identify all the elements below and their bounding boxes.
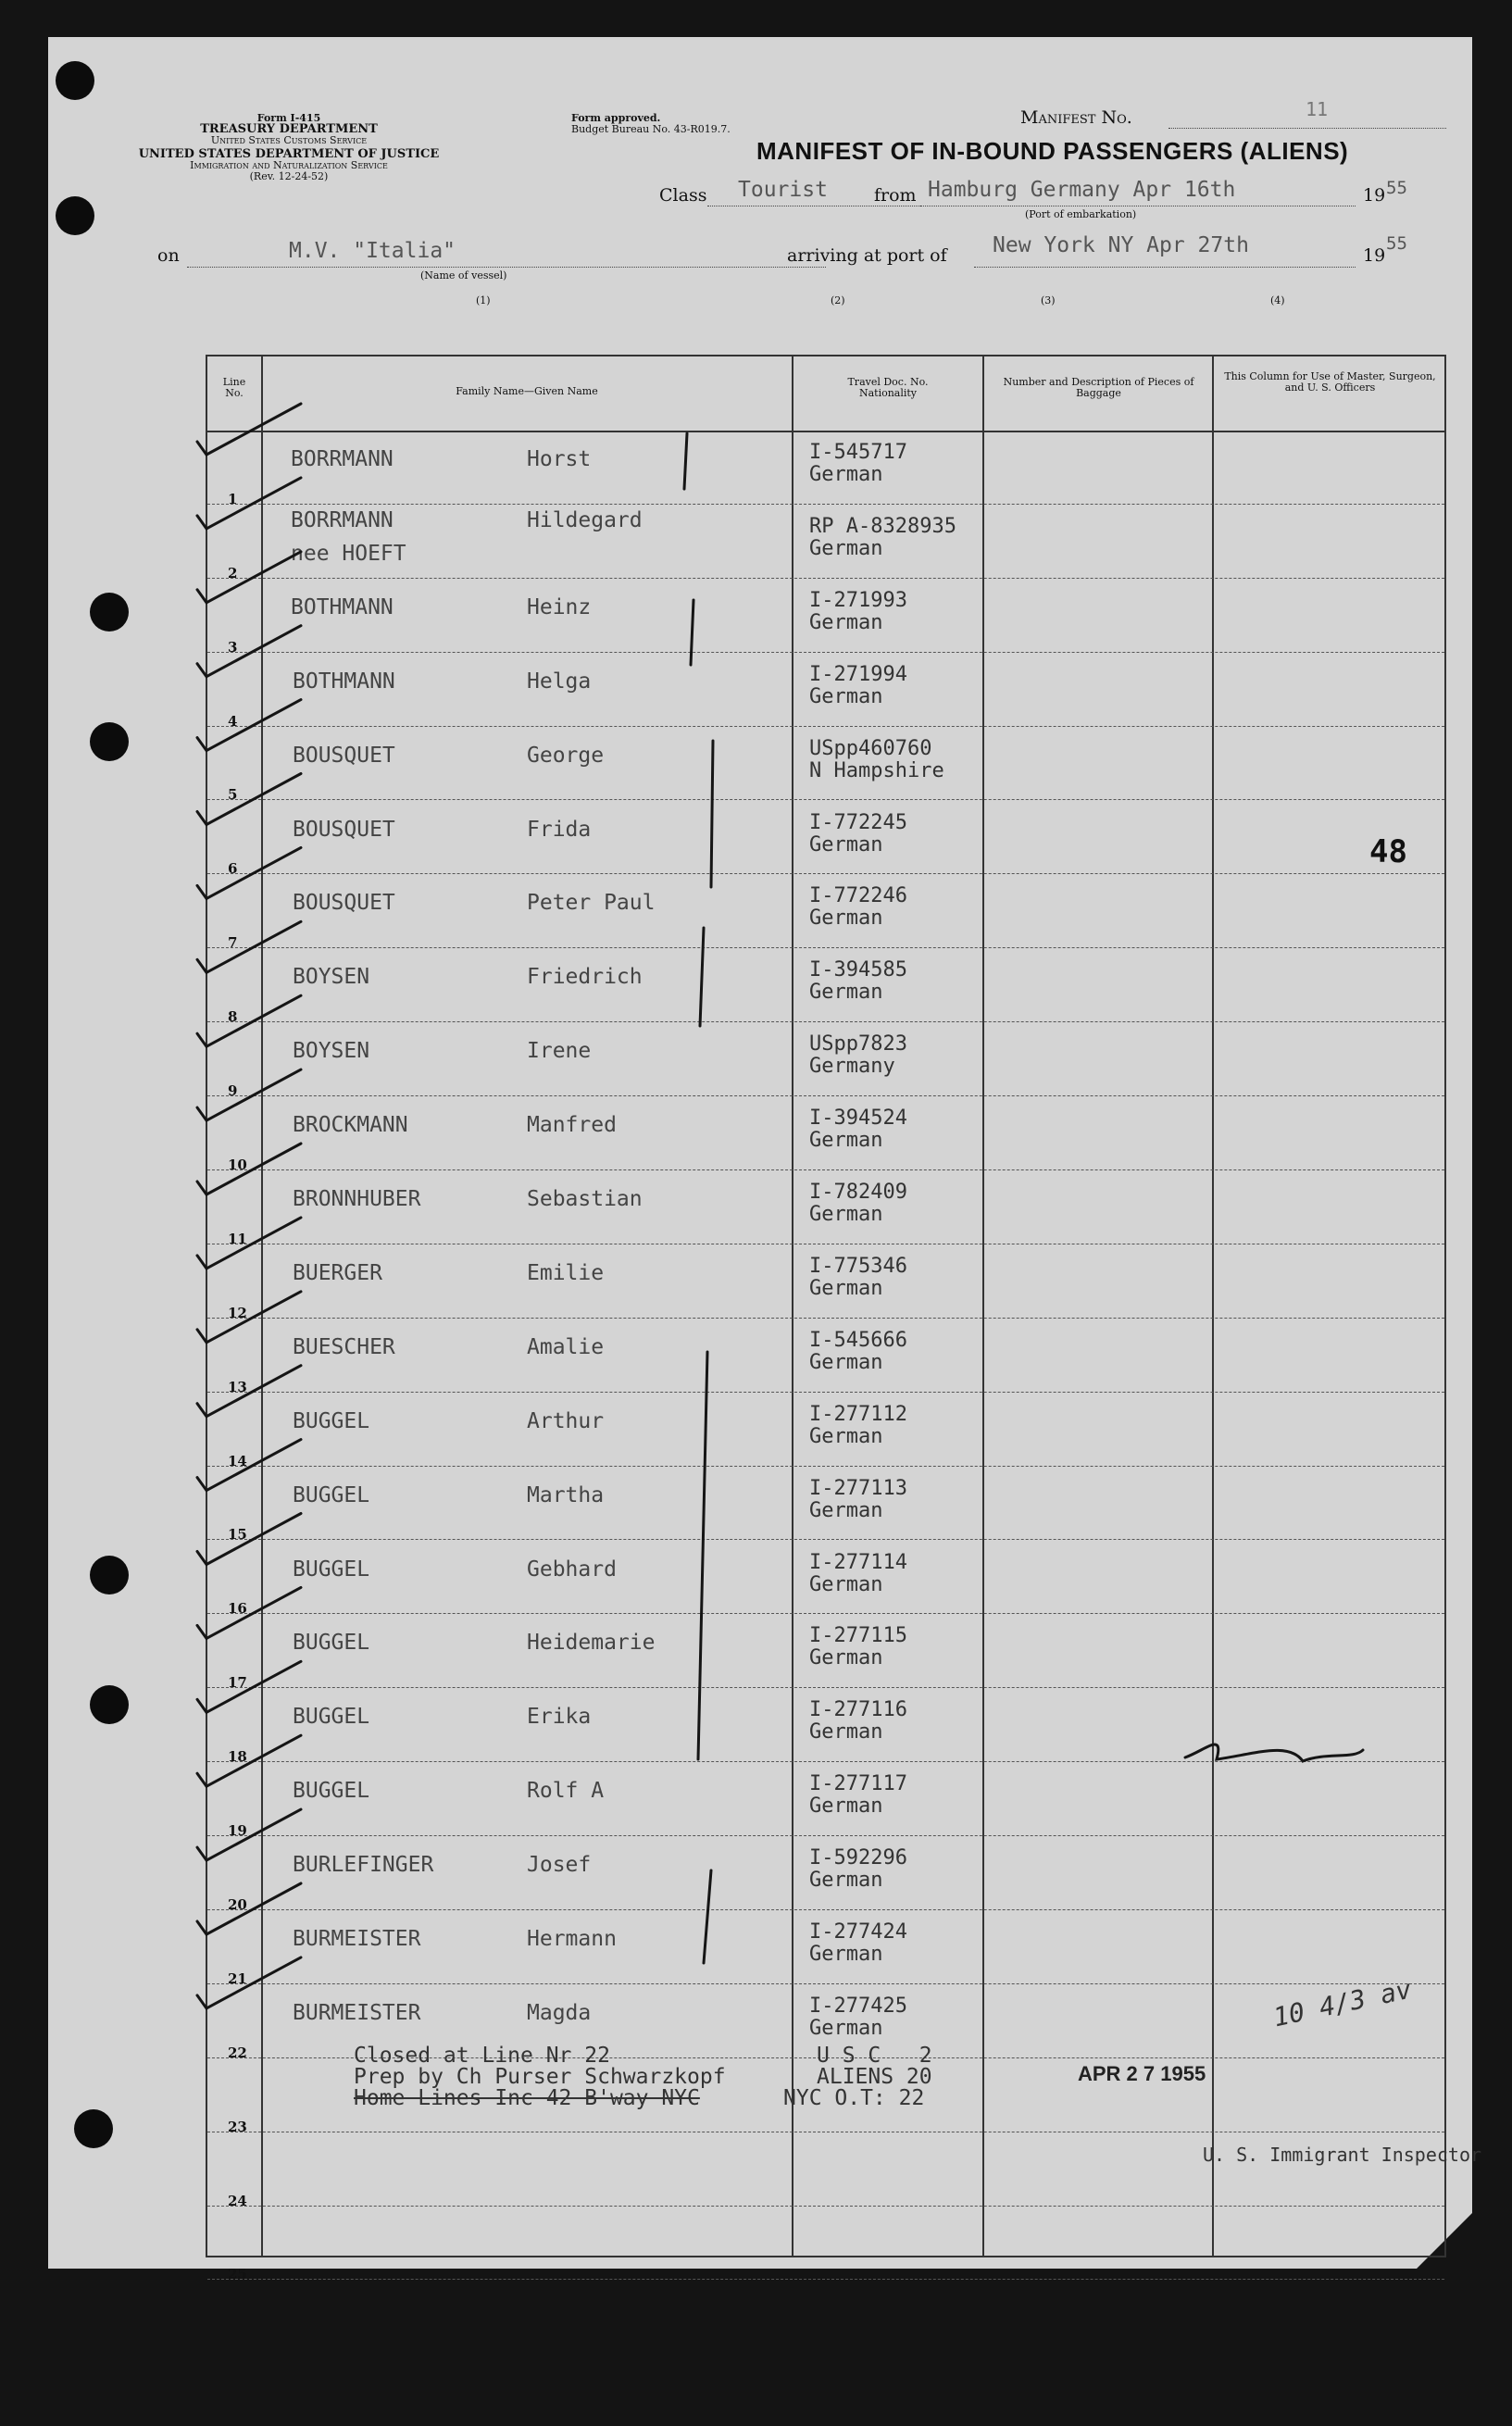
given-name: Hildegard xyxy=(527,507,643,532)
nationality: German xyxy=(809,1129,883,1153)
check-mark xyxy=(197,1883,301,1934)
line-number: 8 xyxy=(228,1008,238,1026)
line-number: 21 xyxy=(228,1970,247,1987)
line-number: 9 xyxy=(228,1082,238,1100)
given-name: Heinz xyxy=(527,594,592,619)
doc-number: RP A-8328935 xyxy=(809,514,956,538)
approved-text: Form approved. xyxy=(571,112,661,124)
given-name: George xyxy=(527,743,605,768)
doc-number: I-775346 xyxy=(809,1254,907,1278)
given-name: Rolf A xyxy=(527,1779,605,1804)
line-number: 11 xyxy=(228,1230,247,1247)
col-head-line: Line No. xyxy=(222,376,246,399)
line-number: 12 xyxy=(228,1304,247,1321)
nationality: German xyxy=(809,1572,883,1596)
doc-number: I-277116 xyxy=(809,1698,907,1722)
doc-number: I-277113 xyxy=(809,1476,907,1500)
given-name: Friedrich xyxy=(527,965,643,990)
check-mark xyxy=(197,1292,301,1343)
nationality: German xyxy=(809,1424,883,1448)
family-name: BOUSQUET xyxy=(293,891,395,916)
doc-number: I-394524 xyxy=(809,1107,907,1131)
family-name: BURMEISTER xyxy=(293,2000,421,2025)
check-mark xyxy=(197,1144,301,1194)
family-name: BUGGEL xyxy=(293,1408,370,1433)
form-number: Form I-415 xyxy=(256,112,321,124)
family-name: BUERGER xyxy=(293,1260,382,1285)
family-name: BORRMANN xyxy=(291,507,394,532)
given-name: Arthur xyxy=(527,1408,605,1433)
arrival-port: New York NY Apr 27th xyxy=(993,233,1249,257)
nationality: German xyxy=(809,1869,883,1893)
line-number: 16 xyxy=(228,1600,247,1618)
prep-note: Prep by Ch Purser Schwarzkopf xyxy=(354,2065,726,2089)
line-number: 7 xyxy=(228,934,238,952)
line-number: 23 xyxy=(228,2118,247,2135)
nationality: N Hampshire xyxy=(809,758,944,782)
check-mark xyxy=(197,700,301,751)
vessel-name: M.V. "Italia" xyxy=(289,239,456,263)
nationality: German xyxy=(809,1646,883,1670)
given-name: Emilie xyxy=(527,1260,605,1285)
doc-number: I-545717 xyxy=(809,441,907,464)
family-name: BOYSEN xyxy=(293,965,370,990)
given-name: Gebhard xyxy=(527,1557,617,1582)
hand-note: 10 4/3 av xyxy=(1270,1973,1415,2033)
given-name: Peter Paul xyxy=(527,891,656,916)
manifest-no-value: 11 xyxy=(1306,98,1329,120)
doc-number: I-277112 xyxy=(809,1402,907,1426)
closed-note: Closed at Line Nr 22 xyxy=(354,2044,610,2068)
nationality: German xyxy=(809,907,883,931)
nationality: German xyxy=(809,1203,883,1226)
line-number: 17 xyxy=(228,1674,247,1692)
from-label: from xyxy=(874,185,917,206)
treasury-dept: TREASURY DEPARTMENT xyxy=(200,122,378,136)
budget-text: Budget Bureau No. 43-R019.7. xyxy=(571,123,731,135)
doc-number: I-277424 xyxy=(809,1920,907,1944)
year-prefix: 19 xyxy=(1363,185,1386,206)
nationality: German xyxy=(809,1276,883,1300)
check-mark xyxy=(197,1440,301,1491)
col-head-doc: Travel Doc. No. Nationality xyxy=(847,376,929,399)
nationality: German xyxy=(809,610,883,634)
col-head-officers: This Column for Use of Master, Surgeon, and U. S. Officers xyxy=(1224,370,1436,394)
doc-number: I-545666 xyxy=(809,1328,907,1352)
line-number: 4 xyxy=(228,712,238,730)
line-number: 3 xyxy=(228,638,238,656)
check-mark xyxy=(197,1366,301,1417)
check-mark xyxy=(197,1809,301,1860)
check-mark xyxy=(197,921,301,972)
nationality: German xyxy=(809,1943,883,1966)
nationality: German xyxy=(809,2016,883,2040)
family-name: BUGGEL xyxy=(293,1705,370,1730)
revision: (Rev. 12-24-52) xyxy=(249,170,329,182)
nationality: German xyxy=(809,684,883,708)
given-name: Manfred xyxy=(527,1113,617,1138)
family-name: BOUSQUET xyxy=(293,817,395,842)
family-name: BUESCHER xyxy=(293,1334,395,1359)
line-number: 10 xyxy=(228,1156,247,1173)
given-name: Irene xyxy=(527,1039,592,1064)
year2-suffix: 55 xyxy=(1386,233,1407,254)
given-name: Horst xyxy=(527,447,592,471)
doc-number: USpp7823 xyxy=(809,1032,907,1057)
line-number: 24 xyxy=(228,2192,247,2209)
nationality: German xyxy=(809,832,883,857)
class-label: Class xyxy=(659,185,707,206)
given-name: Amalie xyxy=(527,1334,605,1359)
ot-count: NYC O.T: 22 xyxy=(783,2086,925,2110)
year-suffix: 55 xyxy=(1386,178,1407,198)
nationality: Germany xyxy=(809,1055,895,1079)
ins-service: Immigration and Naturalization Service xyxy=(190,159,388,171)
family-name: BUGGEL xyxy=(293,1482,370,1507)
col-num-4: (4) xyxy=(1270,294,1285,306)
nationality: German xyxy=(809,1794,883,1819)
line-number: 13 xyxy=(228,1378,247,1395)
customs-service: United States Customs Service xyxy=(210,134,368,146)
check-mark xyxy=(197,1957,301,2008)
family-name: BOUSQUET xyxy=(293,743,395,768)
doc-number: I-277114 xyxy=(809,1550,907,1574)
family-name: BURMEISTER xyxy=(293,1927,421,1951)
given-name: Helga xyxy=(527,669,592,694)
doc-number: I-394585 xyxy=(809,958,907,982)
vessel-caption: (Name of vessel) xyxy=(420,269,507,281)
nationality: German xyxy=(809,1720,883,1744)
margin-count: 48 xyxy=(1369,833,1407,870)
arriving-label: arriving at port of xyxy=(787,245,947,266)
nationality: German xyxy=(809,981,883,1005)
line-number: 2 xyxy=(228,564,238,581)
check-mark xyxy=(197,404,301,455)
manifest-no-label: Manifest No. xyxy=(1020,107,1132,128)
given-name: Frida xyxy=(527,817,592,842)
maiden-name: nee HOEFT xyxy=(291,541,406,566)
nationality: German xyxy=(809,1498,883,1522)
check-mark xyxy=(197,1661,301,1712)
check-mark xyxy=(197,1514,301,1565)
given-name: Erika xyxy=(527,1705,592,1730)
handwritten-marks xyxy=(48,37,1472,2269)
line-number: 20 xyxy=(228,1895,247,1913)
year2-prefix: 19 xyxy=(1363,245,1386,266)
manifest-page xyxy=(48,37,1482,2283)
check-mark xyxy=(197,995,301,1046)
agent-note: Home Lines Inc 42 B'way NYC xyxy=(354,2086,700,2110)
given-name: Heidemarie xyxy=(527,1631,656,1656)
doc-number: I-782409 xyxy=(809,1181,907,1204)
port-embark-caption: (Port of embarkation) xyxy=(1025,208,1137,220)
col-num-1: (1) xyxy=(476,294,491,306)
family-name: BOYSEN xyxy=(293,1039,370,1064)
check-mark xyxy=(197,1587,301,1638)
family-name: BOTHMANN xyxy=(291,594,394,619)
check-mark xyxy=(197,774,301,825)
doc-number: I-271994 xyxy=(809,662,907,686)
check-mark xyxy=(197,626,301,677)
line-number: 5 xyxy=(228,786,238,804)
col-head-baggage: Number and Description of Pieces of Baggage xyxy=(1003,376,1194,399)
given-name: Martha xyxy=(527,1482,605,1507)
family-name: BUGGEL xyxy=(293,1631,370,1656)
given-name: Magda xyxy=(527,2000,592,2025)
justice-dept: UNITED STATES DEPARTMENT OF JUSTICE xyxy=(138,147,440,161)
line-number: 25 xyxy=(228,2266,247,2283)
class-value: Tourist xyxy=(738,178,828,202)
family-name: BRONNHUBER xyxy=(293,1187,421,1211)
from-value: Hamburg Germany Apr 16th xyxy=(928,178,1236,202)
line-number: 22 xyxy=(228,2044,247,2061)
col-head-name: Family Name—Given Name xyxy=(456,385,598,397)
line-number: 15 xyxy=(228,1526,247,1544)
check-mark xyxy=(197,478,301,529)
usc-count: U S C 2 xyxy=(817,2044,932,2068)
doc-number: I-277425 xyxy=(809,1994,907,2018)
family-name: BUGGEL xyxy=(293,1557,370,1582)
doc-number: USpp460760 xyxy=(809,736,932,760)
check-mark xyxy=(197,1218,301,1269)
page-title: MANIFEST OF IN-BOUND PASSENGERS (ALIENS) xyxy=(756,137,1349,165)
family-name: BURLEFINGER xyxy=(293,1853,434,1878)
col-num-3: (3) xyxy=(1041,294,1056,306)
doc-number: I-277115 xyxy=(809,1624,907,1648)
family-name: BROCKMANN xyxy=(293,1113,408,1138)
check-mark xyxy=(197,552,301,603)
family-name: BOTHMANN xyxy=(293,669,395,694)
inspection-date-stamp: APR 2 7 1955 xyxy=(1078,2062,1206,2085)
doc-number: I-592296 xyxy=(809,1846,907,1870)
given-name: Josef xyxy=(527,1853,592,1878)
family-name: BUGGEL xyxy=(293,1779,370,1804)
col-num-2: (2) xyxy=(831,294,845,306)
line-number: 6 xyxy=(228,860,238,878)
doc-number: I-772246 xyxy=(809,884,907,908)
family-name: BORRMANN xyxy=(291,447,394,471)
given-name: Hermann xyxy=(527,1927,617,1951)
line-number: 1 xyxy=(228,490,238,507)
doc-number: I-772245 xyxy=(809,810,907,834)
doc-number: I-271993 xyxy=(809,588,907,612)
nationality: German xyxy=(809,536,883,560)
on-label: on xyxy=(157,245,180,266)
check-mark xyxy=(197,1735,301,1786)
line-number: 19 xyxy=(228,1822,247,1840)
line-number: 14 xyxy=(228,1452,247,1469)
aliens-count: ALIENS 20 xyxy=(817,2065,932,2089)
given-name: Sebastian xyxy=(527,1187,643,1211)
inspector-caption: U. S. Immigrant Inspector xyxy=(1203,2144,1482,2166)
nationality: German xyxy=(809,463,883,486)
nationality: German xyxy=(809,1350,883,1374)
check-mark xyxy=(197,847,301,898)
line-number: 18 xyxy=(228,1748,247,1766)
check-mark xyxy=(197,1069,301,1120)
doc-number: I-277117 xyxy=(809,1772,907,1796)
